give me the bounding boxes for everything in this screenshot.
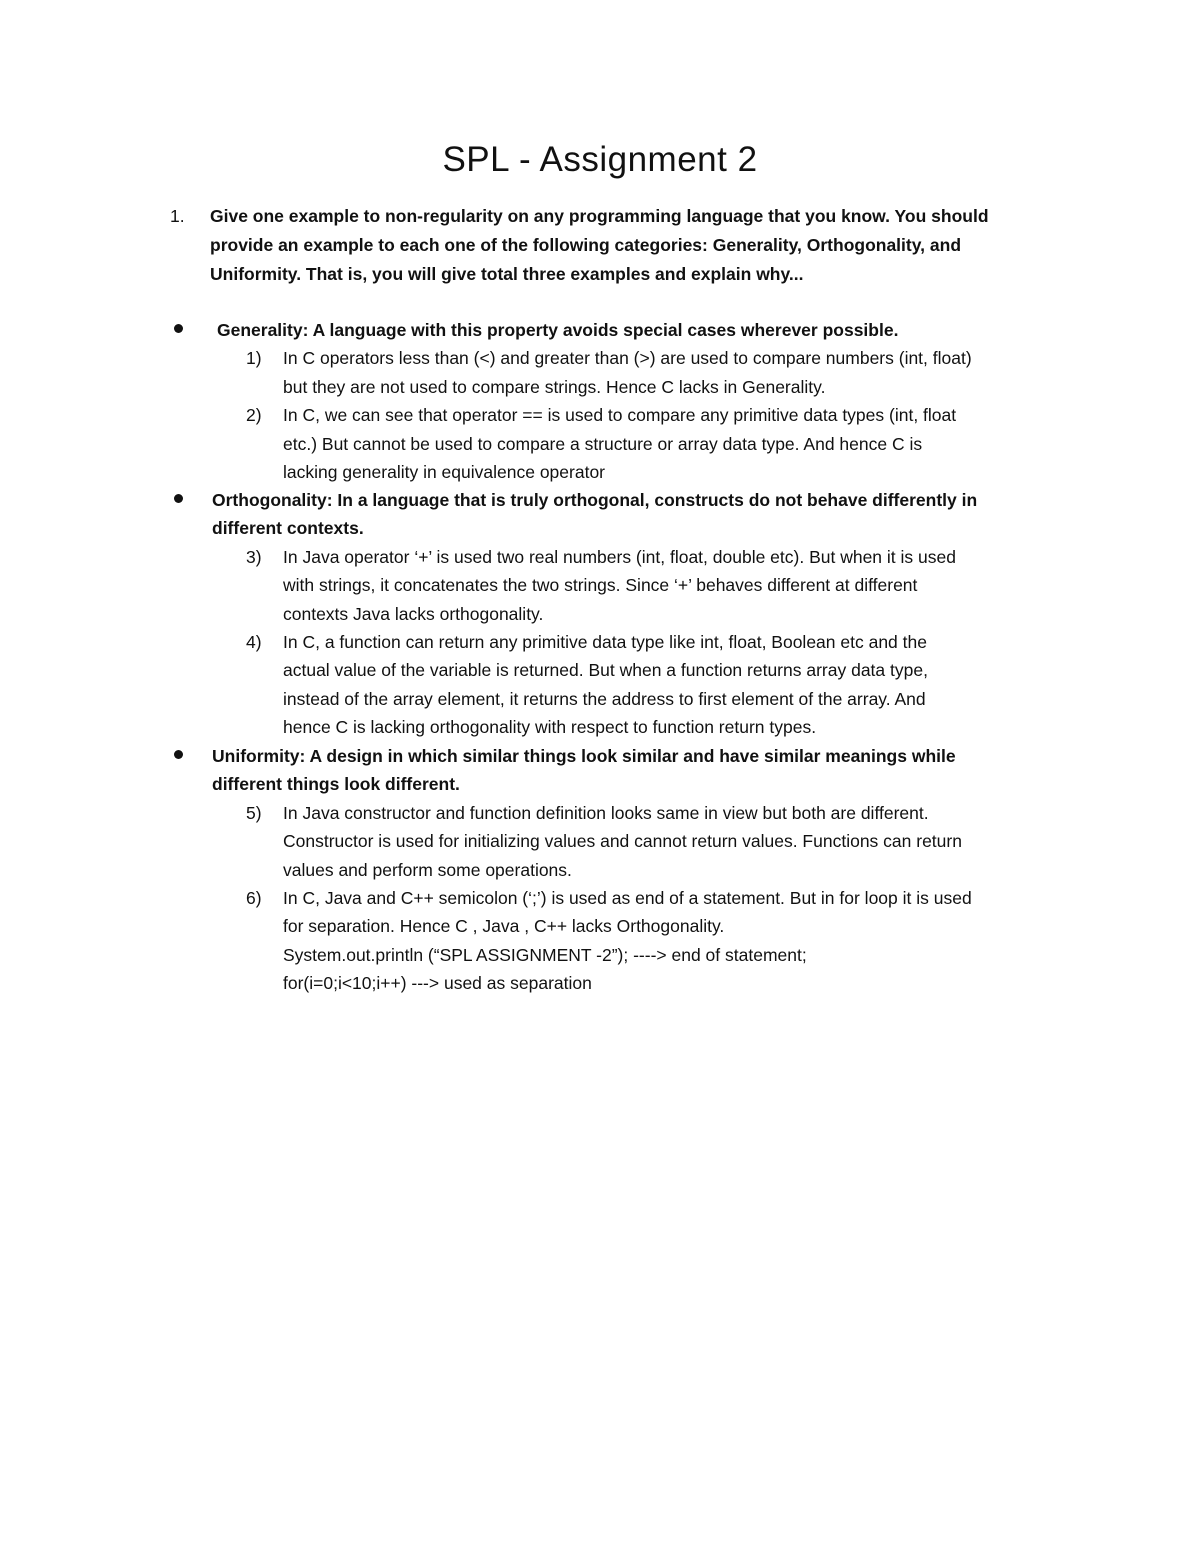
list-item <box>246 628 953 742</box>
item-line: but they are not used to compare strings. Hence C lacks in Generality. <box>283 376 826 397</box>
item-number: 6) <box>246 888 262 909</box>
heading-line: Orthogonality: In a language that is truly orthogonal, constructs do not behave differently in <box>212 490 978 510</box>
question-1 <box>170 202 1070 289</box>
item-line: hence C is lacking orthogonality with respect to function return types. <box>283 717 817 738</box>
item-line: contexts Java lacks orthogonality. <box>283 603 544 624</box>
section-uniformity <box>170 742 1070 998</box>
list-item <box>246 401 957 486</box>
heading-line: Uniformity: A design in which similar things look similar and have similar meanings while <box>212 746 956 766</box>
item-line: etc.) But cannot be used to compare a structure or array data type. And hence C is <box>283 433 923 454</box>
question-line: Uniformity. That is, you will give total three examples and explain why... <box>210 264 804 284</box>
item-line: actual value of the variable is returned. But when a function returns array data type, <box>283 660 928 681</box>
item-line: values and perform some operations. <box>283 859 572 880</box>
bullet-icon <box>174 494 183 503</box>
bullet-icon <box>174 324 183 333</box>
item-line: for separation. Hence C , Java , C++ lacks Orthogonality. <box>283 916 725 937</box>
item-line: In C, Java and C++ semicolon (‘;’) is used as end of a statement. But in for loop it is used <box>283 888 972 909</box>
section-heading <box>212 486 1070 543</box>
item-number: 2) <box>246 405 262 426</box>
item-number: 1) <box>246 348 262 369</box>
item-line: In C operators less than (<) and greater than (>) are used to compare numbers (int, float) <box>283 348 972 369</box>
list-item <box>246 543 956 628</box>
heading-line: different things look different. <box>212 774 460 795</box>
list-item <box>246 344 972 401</box>
item-number: 3) <box>246 546 262 567</box>
item-line: In Java constructor and function definition looks same in view but both are different. <box>283 802 929 823</box>
code-example-line: System.out.println (“SPL ASSIGNMENT -2”); ----> end of statement; <box>283 944 807 965</box>
item-line: lacking generality in equivalence operator <box>283 462 606 483</box>
question-number: 1. <box>170 206 185 226</box>
item-number: 5) <box>246 802 262 823</box>
page-title: SPL - Assignment 2 <box>442 140 758 179</box>
item-line: In C, a function can return any primitive data type like int, float, Boolean etc and the <box>283 632 927 653</box>
item-line: In Java operator ‘+’ is used two real numbers (int, float, double etc). But when it is used <box>283 546 956 567</box>
section-generality <box>170 316 1070 486</box>
bullet-icon <box>174 750 183 759</box>
list-item <box>246 884 972 998</box>
question-line: provide an example to each one of the following categories: Generality, Orthogonality, and <box>210 235 962 255</box>
list-item <box>246 799 962 884</box>
item-line: Constructor is used for initializing values and cannot return values. Functions can return <box>283 831 962 852</box>
question-line: Give one example to non-regularity on any programming language that you know. You should <box>210 206 989 226</box>
code-example-line: for(i=0;i<10;i++) ---> used as separation <box>283 973 592 994</box>
section-orthogonality <box>170 486 1070 742</box>
section-heading: Generality: A language with this property avoids special cases wherever possible. <box>217 320 899 340</box>
heading-line: different contexts. <box>212 518 364 539</box>
question-text <box>210 202 1070 289</box>
section-heading <box>212 742 1070 799</box>
item-number: 4) <box>246 632 262 653</box>
item-line: instead of the array element, it returns the address to first element of the array. And <box>283 688 926 709</box>
item-line: In C, we can see that operator == is used to compare any primitive data types (int, float <box>283 405 957 426</box>
item-line: with strings, it concatenates the two strings. Since ‘+’ behaves different at different <box>283 575 918 596</box>
